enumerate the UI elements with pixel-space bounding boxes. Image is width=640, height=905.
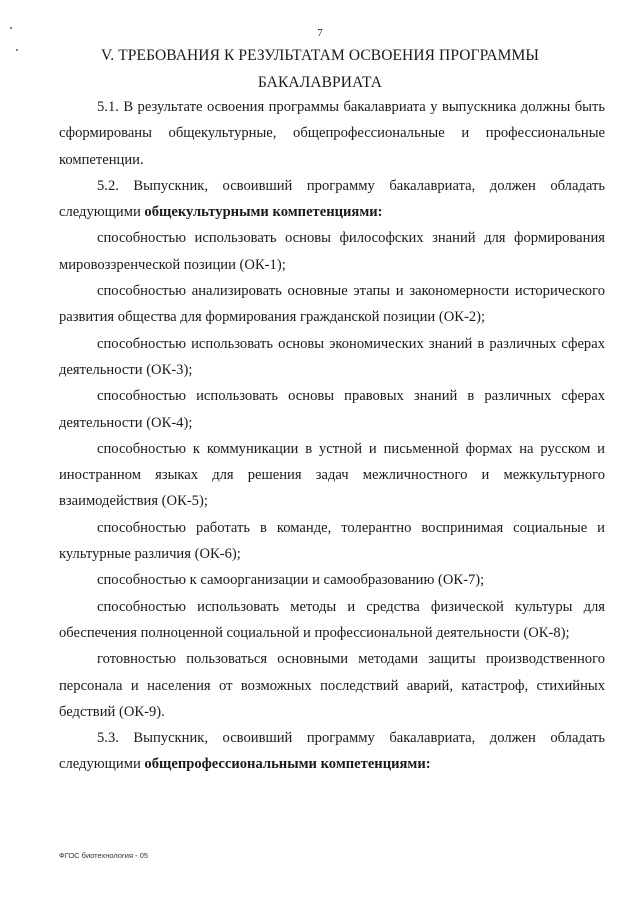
section-title: [40, 42, 600, 96]
competence-ok-1: [59, 225, 605, 278]
scan-speck: [16, 49, 18, 51]
footer-standard-label: ФГОС биотехнология - 05: [59, 851, 149, 860]
paragraph-5-3: [59, 725, 605, 778]
competence-ok-8: [59, 594, 605, 647]
paragraph-text: способностью работать в команде, толерантно воспринимая социальные и культурные различия (ОК-6);: [59, 519, 605, 563]
paragraph-text: способностью использовать методы и средства физической культуры для обеспечения полноценной социальной и профессиональной деятельности (ОК-8);: [59, 598, 605, 641]
paragraph-text: 5.2. Выпускник, освоивший программу бакалавриата, должен обладать следующими: [59, 177, 605, 221]
paragraph-text: способностью к самоорганизации и самообразованию (ОК-7);: [97, 572, 485, 589]
paragraph-text: способностью использовать основы правовых знаний в различных сферах деятельности (ОК-4);: [59, 388, 605, 431]
competence-ok-3: [59, 331, 605, 384]
paragraph-text: способностью к коммуникации в устной и письменной формах на русском и иностранном языках для решения задач межличностного и межкультурного взаимодействия (ОК-5);: [59, 440, 605, 510]
competence-ok-6: [59, 515, 605, 568]
paragraph-text: способностью использовать основы экономических знаний в различных сферах деятельности (ОК-3);: [59, 335, 605, 378]
paragraph-bold-term: общепрофессиональными компетенциями:: [144, 756, 431, 773]
paragraph-text: способностью анализировать основные этапы и закономерности исторического развития общества для формирования гражданской позиции (ОК-2);: [59, 283, 605, 326]
paragraph-text: готовностью пользоваться основными методами защиты производственного персонала и населения от возможных последствий аварий, катастроф, стихийных бедствий (ОК-9).: [59, 651, 605, 720]
competence-ok-2: [59, 278, 605, 331]
paragraph-bold-term: общекультурными компетенциями:: [144, 204, 383, 221]
document-body: [59, 94, 605, 778]
paragraph-text: способностью использовать основы философских знаний для формирования мировоззренческой позиции (ОК-1);: [59, 230, 605, 273]
paragraph-text: 5.3. Выпускник, освоивший программу бакалавриата, должен обладать следующими: [59, 730, 605, 773]
paragraph-5-1: [59, 94, 605, 173]
competence-ok-7: [59, 567, 605, 593]
section-title-line-2: БАКАЛАВРИАТА: [257, 74, 383, 91]
competence-ok-9: [59, 646, 605, 725]
paragraph-5-2: [59, 173, 605, 226]
paragraph-text: 5.1. В результате освоения программы бакалавриата у выпускника должны быть сформированы общекультурные, общепрофессиональные и профессиональные компетенции.: [59, 99, 605, 168]
section-title-line-1: V. ТРЕБОВАНИЯ К РЕЗУЛЬТАТАМ ОСВОЕНИЯ ПРОГРАММЫ: [100, 47, 540, 64]
competence-ok-4: [59, 383, 605, 436]
page-number: 7: [317, 27, 323, 39]
competence-ok-5: [59, 436, 605, 515]
